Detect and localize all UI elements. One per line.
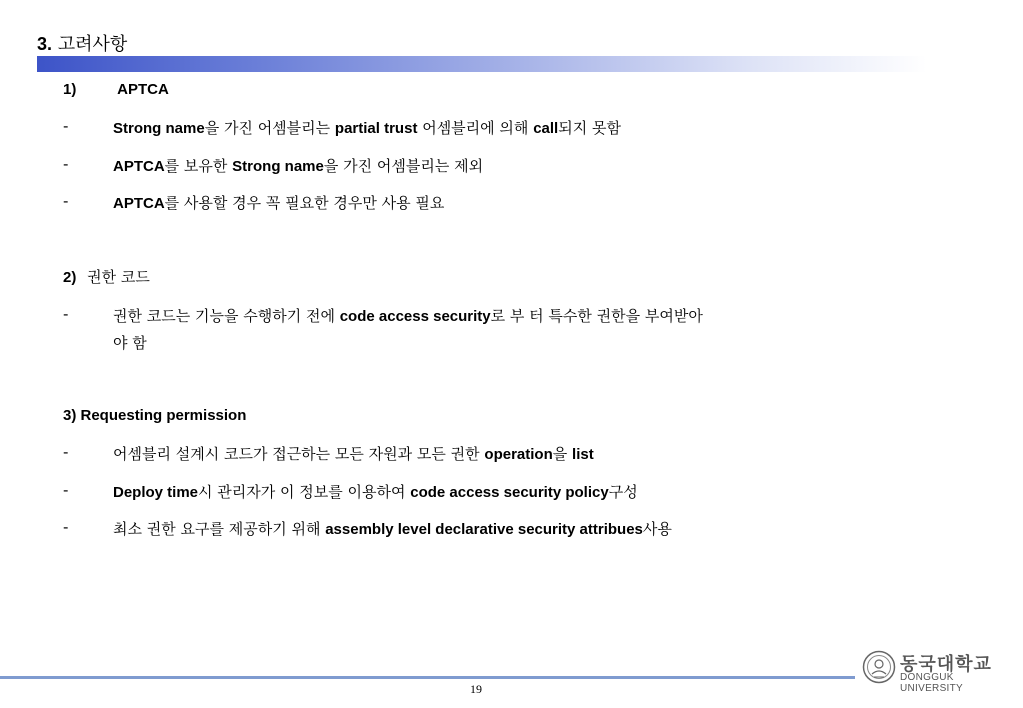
term: operation <box>484 446 553 463</box>
term: assembly level declarative security attribues <box>325 521 643 538</box>
section-2-heading <box>63 266 150 287</box>
bullet-dash: - <box>63 305 69 323</box>
term: APTCA <box>113 195 165 212</box>
page-number: 19 <box>470 682 482 696</box>
term: code access security <box>339 308 491 325</box>
section-2-item-1 <box>113 305 703 326</box>
section-1-title: APTCA <box>117 81 169 98</box>
logo-english-name: DONGGUK UNIVERSITY <box>900 672 964 694</box>
section-1-item-1 <box>113 117 621 138</box>
bullet-dash: - <box>63 481 69 499</box>
term: Deploy time <box>113 484 199 501</box>
university-logo <box>862 650 992 694</box>
title-text: 고려사항 <box>57 34 128 55</box>
text: 어셈블리 설계시 코드가 접근하는 모든 자원과 모든 권한 <box>113 445 485 463</box>
bullet-dash: - <box>63 192 69 210</box>
section-1-heading <box>63 80 169 98</box>
text: 어셈블리에 의해 <box>417 119 534 137</box>
section-3-title: 3) Requesting permission <box>63 407 247 424</box>
text: 시 관리자가 이 정보를 이용하여 <box>198 483 411 501</box>
section-2-number: 2) <box>63 269 77 286</box>
text: 를 사용할 경우 꼭 필요한 경우만 사용 필요 <box>164 194 445 212</box>
bullet-dash: - <box>63 443 69 461</box>
section-3-item-3 <box>113 518 672 539</box>
logo-korean-name: 동국대학교 <box>900 654 992 675</box>
term: APTCA <box>113 158 165 175</box>
bullet-dash: - <box>63 518 69 536</box>
term: list <box>572 446 594 463</box>
term: Strong name <box>113 120 205 137</box>
text: 야 함 <box>113 334 147 352</box>
text: 되지 못함 <box>558 119 621 137</box>
text: 을 <box>552 445 573 463</box>
university-emblem-icon <box>862 650 896 684</box>
section-1-item-2 <box>113 155 483 176</box>
section-2-item-1-continued <box>113 332 147 353</box>
text: 을 가진 어셈블리는 제외 <box>323 157 484 175</box>
text: 최소 권한 요구를 제공하기 위해 <box>113 520 326 538</box>
footer-divider <box>0 676 855 679</box>
text: 구성 <box>608 483 638 501</box>
section-2-title: 권한 코드 <box>87 268 150 286</box>
bullet-dash: - <box>63 117 69 135</box>
term: partial trust <box>334 120 418 137</box>
bullet-dash: - <box>63 155 69 173</box>
text: 사용 <box>642 520 672 538</box>
text: 를 보유한 <box>164 157 233 175</box>
term: call <box>533 120 559 137</box>
text: 권한 코드는 기능을 수행하기 전에 <box>113 307 340 325</box>
term: code access security policy <box>410 484 609 501</box>
text: 을 가진 어셈블리는 <box>204 119 335 137</box>
section-1-number: 1) <box>63 81 77 98</box>
title-gradient-bar <box>37 56 927 72</box>
title-number: 3. <box>37 34 53 54</box>
section-1-item-3 <box>113 192 444 213</box>
text: 로 부 터 특수한 권한을 부여받아 <box>490 307 703 325</box>
section-3-item-2 <box>113 481 638 502</box>
slide-title <box>37 30 127 56</box>
term: Strong name <box>232 158 324 175</box>
section-3-item-1 <box>113 443 594 464</box>
section-3-heading <box>63 406 246 424</box>
